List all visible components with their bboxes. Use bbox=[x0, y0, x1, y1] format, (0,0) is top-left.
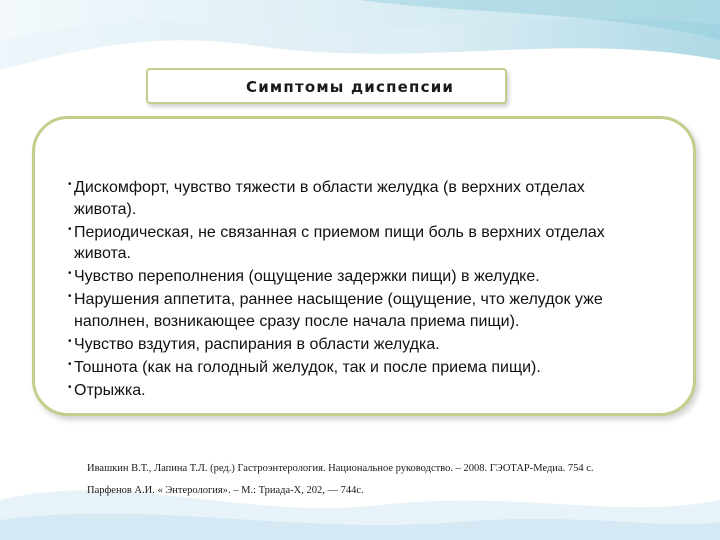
symptom-text: Нарушения аппетита, раннее насыщение (ощущение, что желудок уже наполнен, возникающее сразу после начала приема пищи). bbox=[74, 291, 603, 330]
symptom-text: Чувство вздутия, распирания в области желудка. bbox=[74, 335, 440, 353]
list-item bbox=[68, 334, 648, 356]
bullet-icon: • bbox=[68, 358, 72, 370]
symptom-text: Периодическая, не связанная с приемом пищи боль в верхних отделах живота. bbox=[74, 223, 605, 262]
symptoms-panel bbox=[32, 116, 696, 416]
bullet-icon: • bbox=[68, 223, 72, 235]
symptom-text: Отрыжка. bbox=[74, 381, 146, 399]
list-item bbox=[68, 222, 648, 265]
list-item bbox=[68, 289, 648, 332]
list-item bbox=[68, 266, 648, 288]
list-item bbox=[68, 177, 648, 220]
title-box bbox=[146, 68, 507, 104]
slide-title: Симптомы диспепсии bbox=[246, 78, 455, 96]
symptom-text: Дискомфорт, чувство тяжести в области желудка (в верхних отделах живота). bbox=[74, 179, 585, 218]
bullet-icon: • bbox=[68, 179, 72, 190]
list-item bbox=[68, 380, 648, 402]
symptom-text: Тошнота (как на голодный желудок, так и после приема пищи). bbox=[74, 358, 541, 376]
reference-line: Ивашкин В.Т., Лапина Т.Л. (ред.) Гастроэнтерология. Национальное руководство. – 2008. ГЭОТАР-Медиа. 754 с. bbox=[87, 463, 594, 474]
bullet-icon: • bbox=[68, 381, 72, 393]
symptom-list bbox=[68, 177, 648, 403]
bullet-icon: • bbox=[68, 268, 72, 279]
list-item bbox=[68, 357, 648, 379]
references bbox=[87, 458, 687, 502]
symptom-text: Чувство переполнения (ощущение задержки пищи) в желудке. bbox=[74, 268, 540, 285]
bullet-icon: • bbox=[68, 291, 72, 302]
bullet-icon: • bbox=[68, 335, 72, 347]
reference-line: Парфенов А.И. « Энтерология». – М.: Триада-Х, 202, — 744с. bbox=[87, 485, 364, 496]
